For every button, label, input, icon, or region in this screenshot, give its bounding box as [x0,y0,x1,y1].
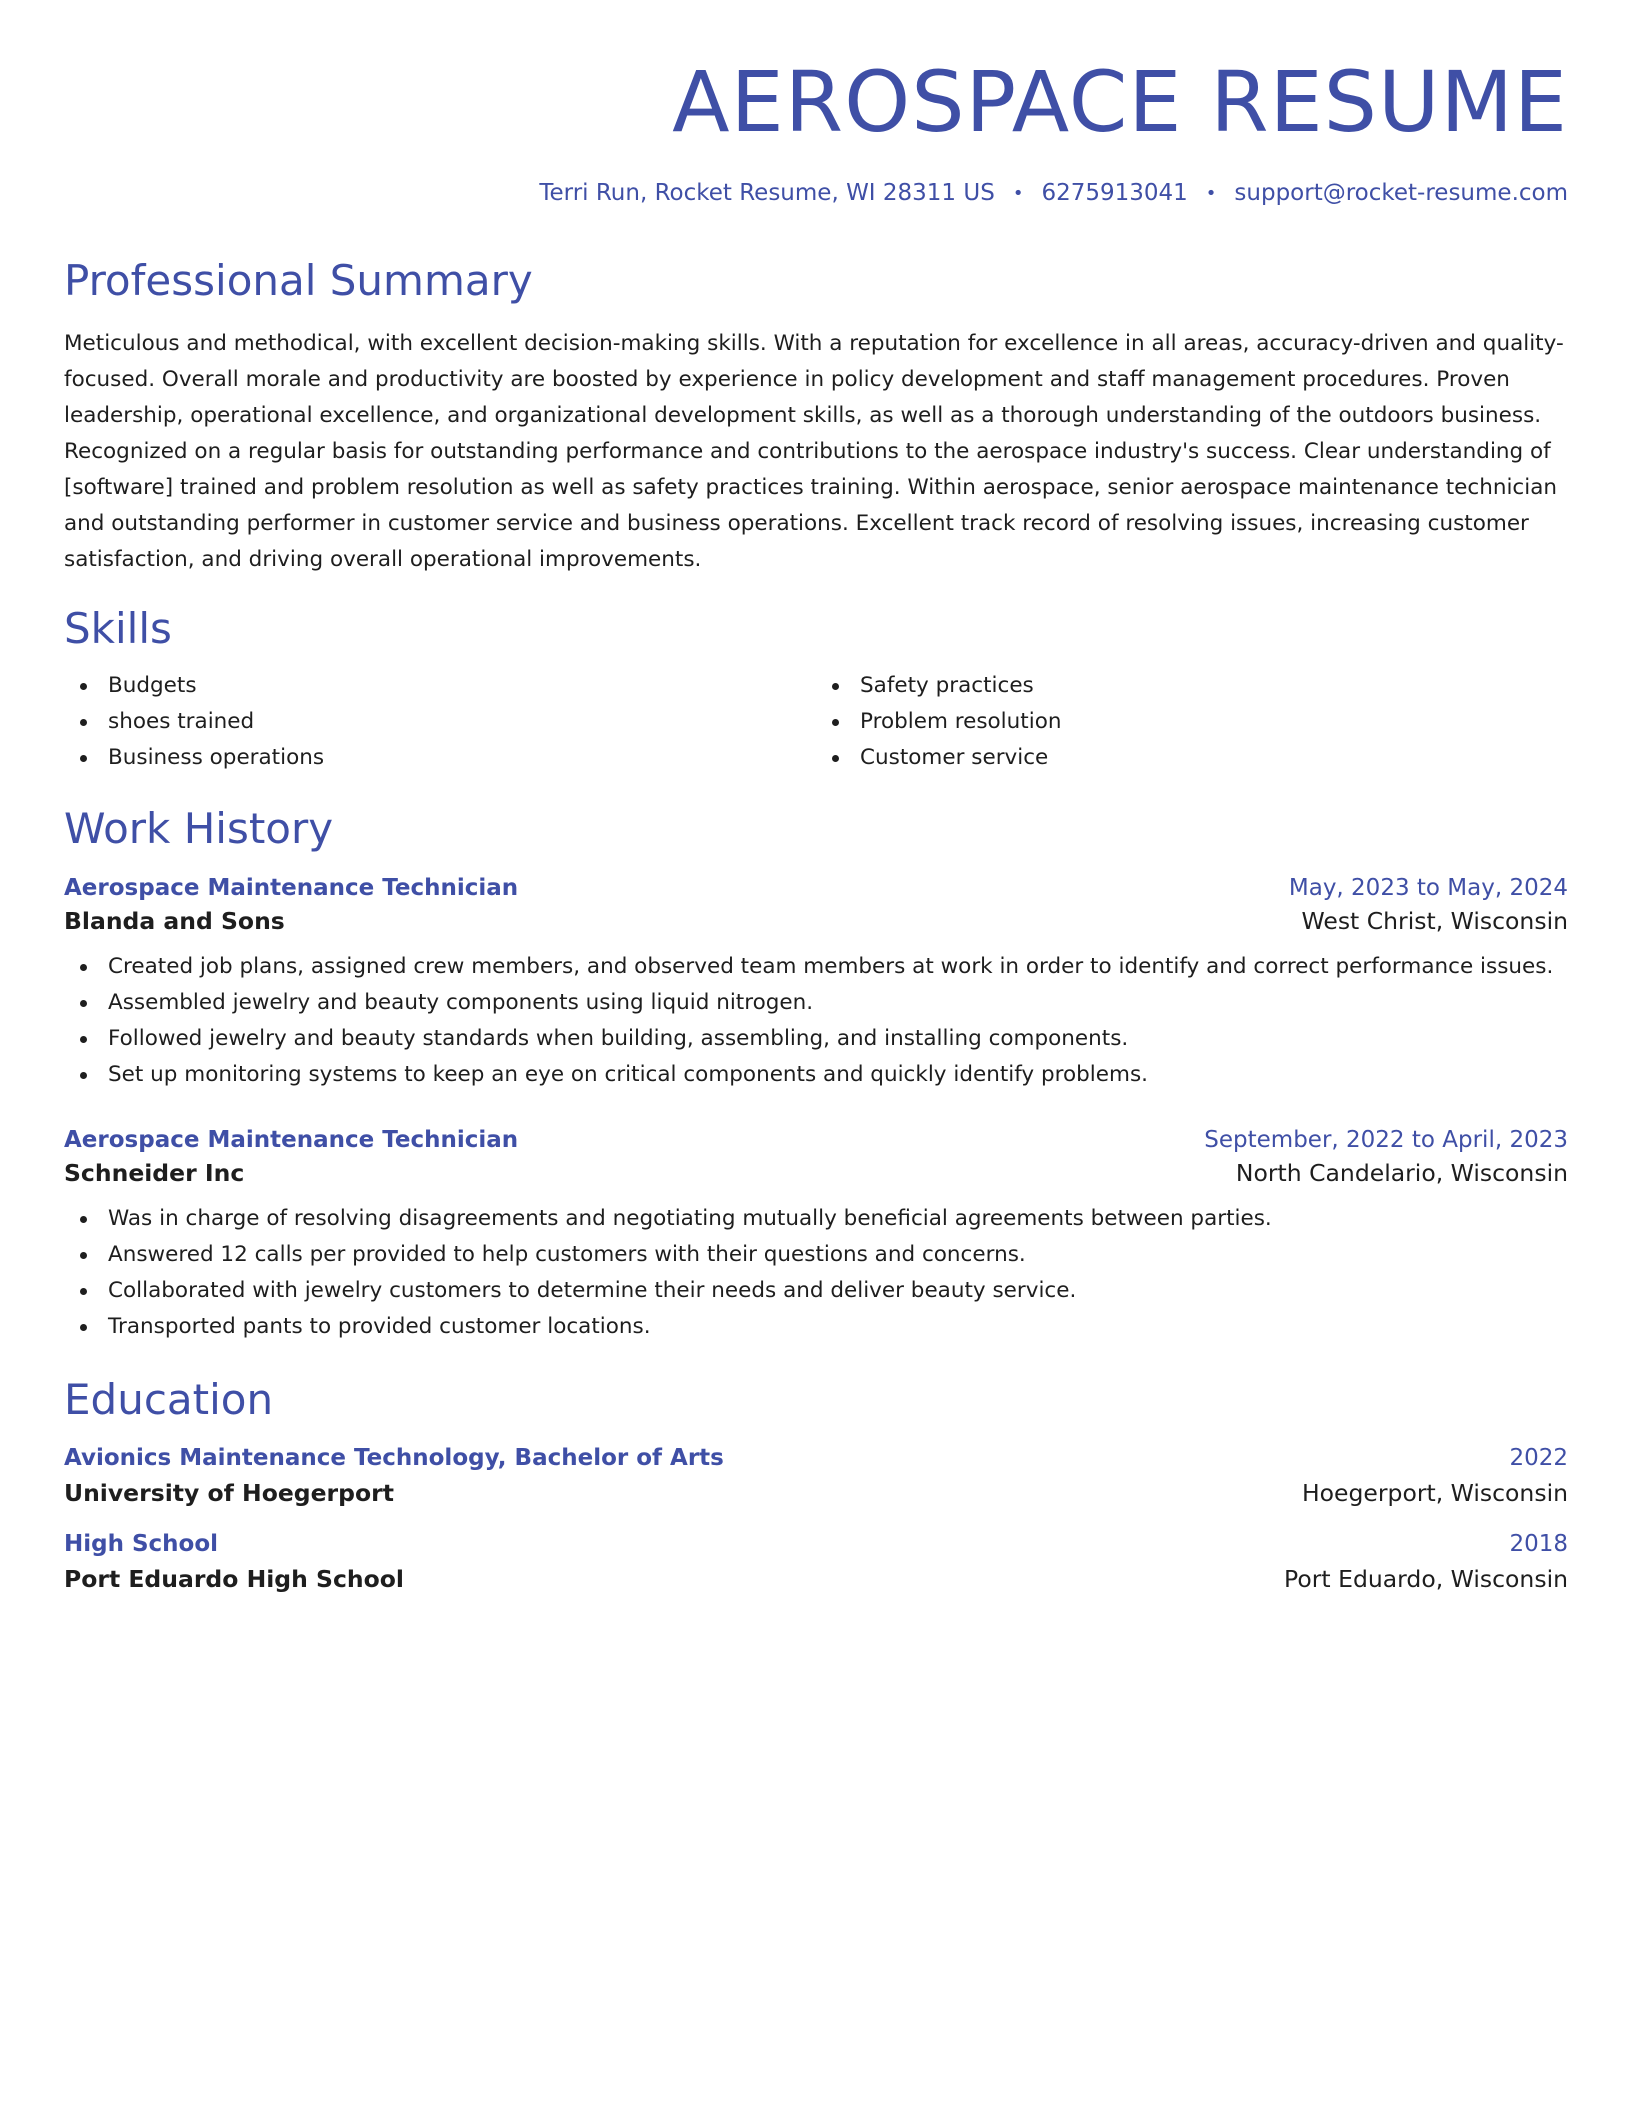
skills-list-right [816,668,1568,776]
contact-separator: • [1012,182,1024,204]
job-company-row [64,1159,1568,1187]
education-year: 2022 [1509,1444,1568,1471]
education-school: Port Eduardo High School [64,1564,404,1593]
skills-section [64,606,1568,776]
skill-item: Budgets [64,668,816,704]
resume-header [64,0,1568,206]
skills-grid [64,668,1568,776]
education-year: 2018 [1509,1530,1568,1557]
job-company-row [64,907,1568,935]
education-entry [64,1531,1568,1593]
job-dates: May, 2023 to May, 2024 [1288,874,1568,901]
job-location: North Candelario, Wisconsin [1235,1158,1568,1187]
job-bullet: Was in charge of resolving disagreements and negotiating mutually beneficial agreements between parties. [64,1201,1568,1237]
summary-heading: Professional Summary [64,256,533,305]
contact-address: Terri Run, Rocket Resume, WI 28311 US [539,180,995,206]
skill-item: Business operations [64,740,816,776]
education-school-row [64,1565,1568,1593]
education-degree: High School [64,1530,219,1557]
job-bullet: Transported pants to provided customer locations. [64,1309,1568,1345]
job-location: West Christ, Wisconsin [1301,906,1568,935]
education-location: Port Eduardo, Wisconsin [1284,1564,1568,1593]
skill-item: shoes trained [64,704,816,740]
education-school-row [64,1479,1568,1507]
skill-item: Safety practices [816,668,1568,704]
job-bullet: Assembled jewelry and beauty components using liquid nitrogen. [64,985,1568,1021]
education-degree: Avionics Maintenance Technology, Bachelor of Arts [64,1444,724,1471]
contact-separator: • [1205,182,1217,204]
job-title-row [64,875,1568,901]
job-bullet: Followed jewelry and beauty standards when building, assembling, and installing components. [64,1021,1568,1057]
job-title: Aerospace Maintenance Technician [64,874,519,901]
job-bullets [64,949,1568,1093]
job-title: Aerospace Maintenance Technician [64,1126,519,1153]
contact-phone: 6275913041 [1041,180,1188,206]
contact-line [64,180,1568,206]
education-section [64,1374,1568,1593]
education-degree-row [64,1445,1568,1471]
education-degree-row [64,1531,1568,1557]
job-bullets [64,1201,1568,1345]
job-entry [64,875,1568,1093]
job-bullet: Created job plans, assigned crew members, and observed team members at work in order to identify and correct performance issues. [64,949,1568,985]
resume-title: AEROSPACE RESUME [672,53,1568,151]
skills-heading: Skills [64,604,172,654]
education-heading: Education [64,1374,274,1424]
job-company: Schneider Inc [64,1158,245,1187]
work-history-section [64,806,1568,1344]
job-bullet: Set up monitoring systems to keep an eye on critical components and quickly identify problems. [64,1057,1568,1093]
summary-text: Meticulous and methodical, with excellent decision-making skills. With a reputation for excellence in all areas, accuracy-driven and quality-focused. Overall morale and productivity are boosted by experience in policy development and staff management procedures. Proven leadership, operational excellence, and organizational development skills, as well as a thorough understanding of the outdoors business. Recognized on a regular basis for outstanding performance and contributions to the aerospace industry's success. Clear understanding of [software] trained and problem resolution as well as safety practices training. Within aerospace, senior aerospace maintenance technician and outstanding performer in customer service and business operations. Excellent track record of resolving issues, increasing customer satisfaction, and driving overall operational improvements. [64,331,1564,573]
skills-list-left [64,668,816,776]
job-dates: September, 2022 to April, 2023 [1204,1126,1568,1153]
education-location: Hoegerport, Wisconsin [1301,1478,1568,1507]
work-history-heading: Work History [64,804,334,854]
skill-item: Problem resolution [816,704,1568,740]
job-title-row [64,1127,1568,1153]
skill-item: Customer service [816,740,1568,776]
job-bullet: Answered 12 calls per provided to help customers with their questions and concerns. [64,1237,1568,1273]
job-entry [64,1127,1568,1345]
contact-email: support@rocket-resume.com [1234,180,1568,206]
job-company: Blanda and Sons [64,906,285,935]
education-school: University of Hoegerport [64,1478,394,1507]
summary-section [64,258,1568,578]
job-bullet: Collaborated with jewelry customers to determine their needs and deliver beauty service. [64,1273,1568,1309]
education-entry [64,1445,1568,1507]
